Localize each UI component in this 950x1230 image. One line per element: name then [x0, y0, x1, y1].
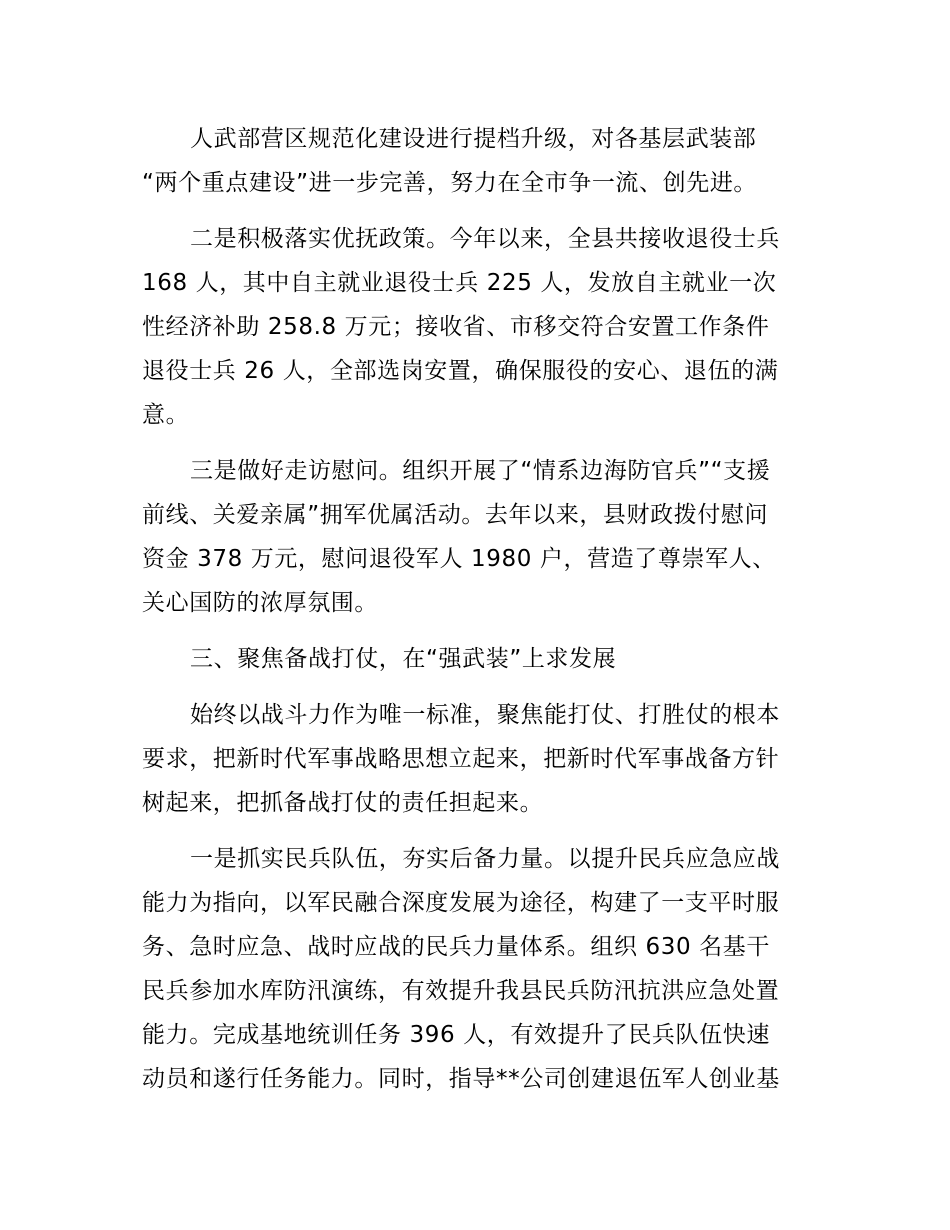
text-line: 一是抓实民兵队伍，夯实后备力量。以提升民兵应急应战 [190, 846, 780, 872]
text-line: 人武部营区规范化建设进行提档升级，对各基层武装部 [190, 126, 757, 152]
text-line: 性经济补助 258.8 万元；接收省、市移交符合安置工作条件 [142, 314, 770, 340]
text-line: “两个重点建设”进一步完善，努力在全市争一流、创先进。 [142, 170, 758, 196]
text-line: 能力。完成基地统训任务 396 人，有效提升了民兵队伍快速 [142, 1022, 770, 1048]
text-line: 始终以战斗力作为唯一标准，聚焦能打仗、打胜仗的根本 [190, 702, 780, 728]
text-line: 退役士兵 26 人，全部选岗安置，确保服役的安心、退伍的满 [142, 358, 779, 384]
text-line: 168 人，其中自主就业退役士兵 225 人，发放自主就业一次 [142, 270, 777, 296]
text-line: 要求，把新时代军事战略思想立起来，把新时代军事战备方针 [142, 746, 780, 772]
text-line: 树起来，把抓备战打仗的责任担起来。 [142, 790, 544, 816]
text-line: 民兵参加水库防汛演练，有效提升我县民兵防汛抗洪应急处置 [142, 978, 780, 1004]
heading-text: 三、聚焦备战打仗，在“强武装”上求发展 [190, 646, 617, 672]
text-line: 关心国防的浓厚氛围。 [142, 590, 378, 616]
text-line: 三是做好走访慰问。组织开展了“情系边海防官兵”“支援 [190, 458, 771, 484]
text-line: 能力为指向，以军民融合深度发展为途径，构建了一支平时服 [142, 890, 780, 916]
paragraph-5 [142, 693, 822, 825]
text-line: 动员和遂行任务能力。同时，指导**公司创建退伍军人创业基 [142, 1066, 780, 1092]
text-line: 前线、关爱亲属”拥军优属活动。去年以来，县财政拨付慰问 [142, 502, 769, 528]
text-line: 二是积极落实优抚政策。今年以来，全县共接收退役士兵 [190, 226, 780, 252]
paragraph-3 [142, 449, 822, 625]
paragraph-2 [142, 217, 822, 437]
text-line: 意。 [142, 402, 190, 428]
text-line: 务、急时应急、战时应战的民兵力量体系。组织 630 名基干 [142, 934, 770, 960]
document-body [142, 117, 822, 1113]
section-heading [142, 637, 822, 681]
paragraph-6 [142, 837, 822, 1101]
text-line: 资金 378 万元，慰问退役军人 1980 户，营造了尊崇军人、 [142, 546, 776, 572]
paragraph-1 [142, 117, 822, 205]
